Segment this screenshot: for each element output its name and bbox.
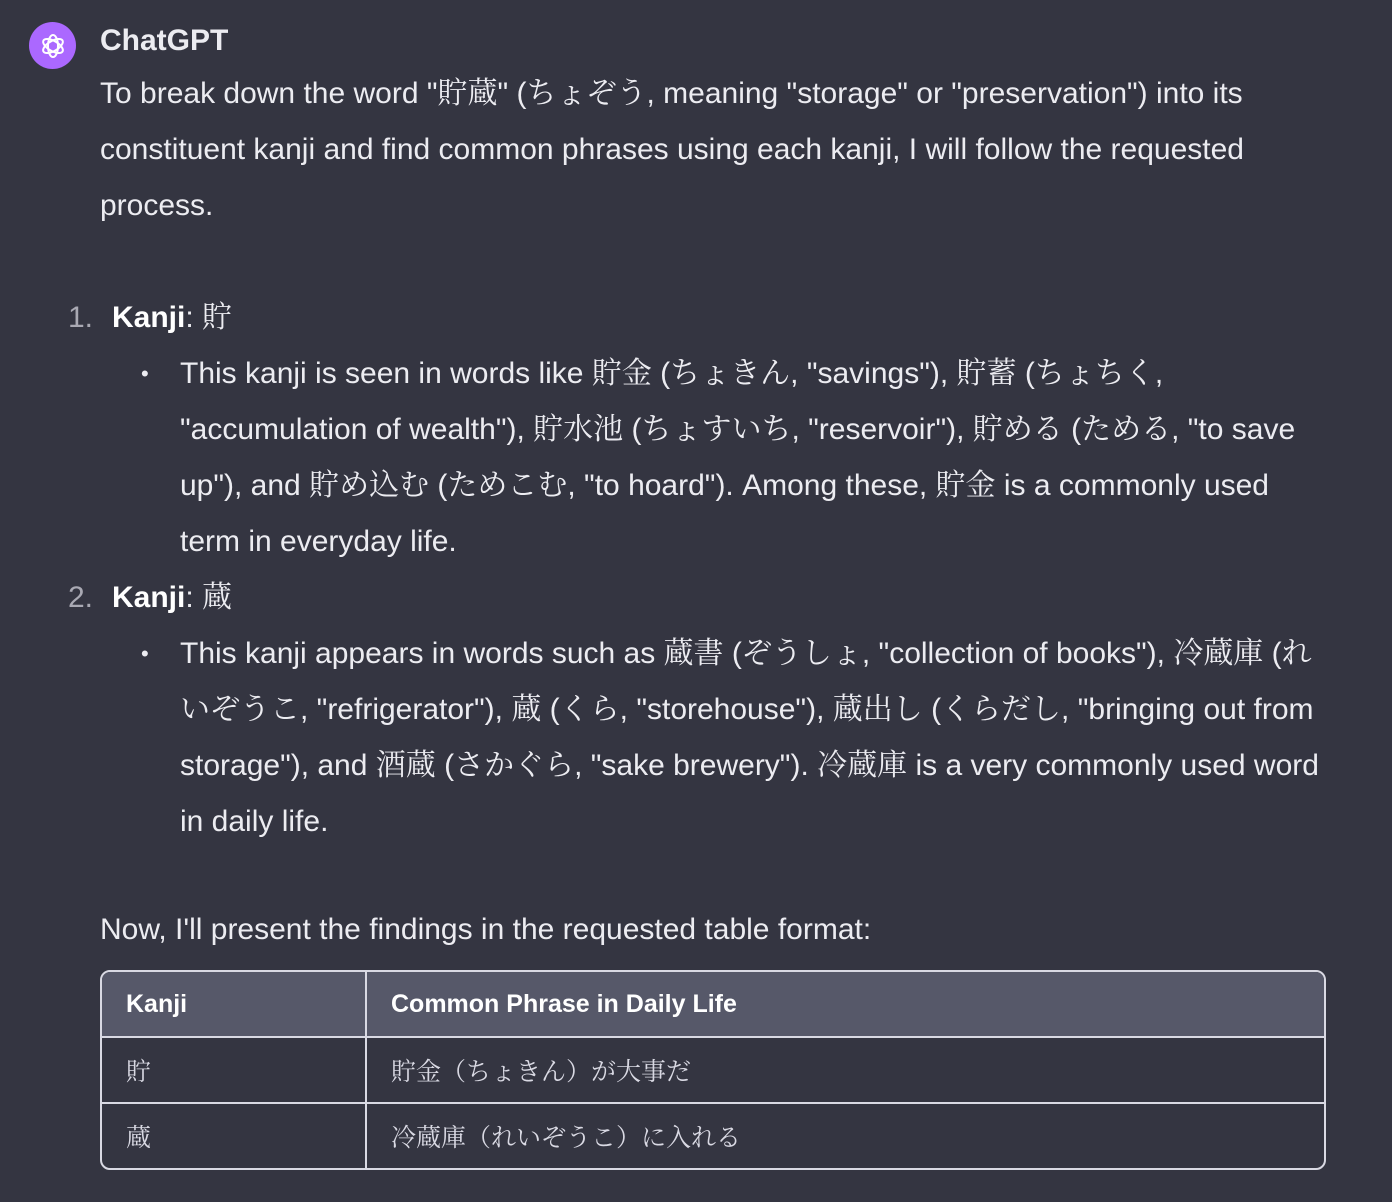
bullet-icon: • <box>141 361 149 386</box>
openai-logo-icon <box>38 31 68 61</box>
message-content <box>68 66 1330 958</box>
chatgpt-avatar <box>29 22 76 69</box>
bullet-item <box>141 626 1330 850</box>
kanji-list <box>68 290 1330 850</box>
table-cell: 貯金（ちょきん）が大事だ <box>367 1036 1324 1102</box>
author-name: ChatGPT <box>100 24 229 57</box>
list-number: 2. <box>68 581 94 614</box>
table-row <box>102 1036 1324 1102</box>
column-header: Common Phrase in Daily Life <box>367 972 1324 1036</box>
bullet-text: This kanji is seen in words like 貯金 (ちょきん, "savings"), 貯蓄 (ちょちく, "accumulation of wealth"), 貯水池 (ちょすいち, "reservoir"), 貯める (ためる, "to save up"), and 貯め込む (ためこむ, "to hoard"). Among these, 貯金 is a commonly used term in everyday life. <box>180 357 1296 558</box>
intro-paragraph: To break down the word "貯蔵" (ちょぞう, meaning "storage" or "preservation") into its constituent kanji and find common phrases using each kanji, I will follow the requested process. <box>100 77 1244 222</box>
kanji-label: Kanji <box>112 581 186 614</box>
table-cell: 冷蔵庫（れいぞうこ）に入れる <box>367 1102 1324 1168</box>
table-row <box>102 1102 1324 1168</box>
table-cell: 貯 <box>102 1036 367 1102</box>
kanji-label: Kanji <box>112 301 186 334</box>
bullet-icon: • <box>141 641 149 666</box>
list-number: 1. <box>68 301 94 334</box>
column-header: Kanji <box>102 972 367 1036</box>
list-item <box>68 570 1330 850</box>
kanji-value: : 貯 <box>185 301 233 334</box>
bullet-text: This kanji appears in words such as 蔵書 (ぞうしょ, "collection of books"), 冷蔵庫 (れいぞうこ, "refrigerator"), 蔵 (くら, "storehouse"), 蔵出し (くらだし, "bringing out from storage"), and 酒蔵 (さかぐら, "sake brewery"). 冷蔵庫 is a very commonly used word in daily life. <box>180 637 1319 838</box>
kanji-table <box>100 970 1326 1170</box>
bullet-item <box>141 346 1330 570</box>
outro-paragraph: Now, I'll present the findings in the requested table format: <box>100 913 872 946</box>
table-cell: 蔵 <box>102 1102 367 1168</box>
table-header-row <box>102 972 1324 1036</box>
list-item <box>68 290 1330 570</box>
kanji-value: : 蔵 <box>185 581 233 614</box>
